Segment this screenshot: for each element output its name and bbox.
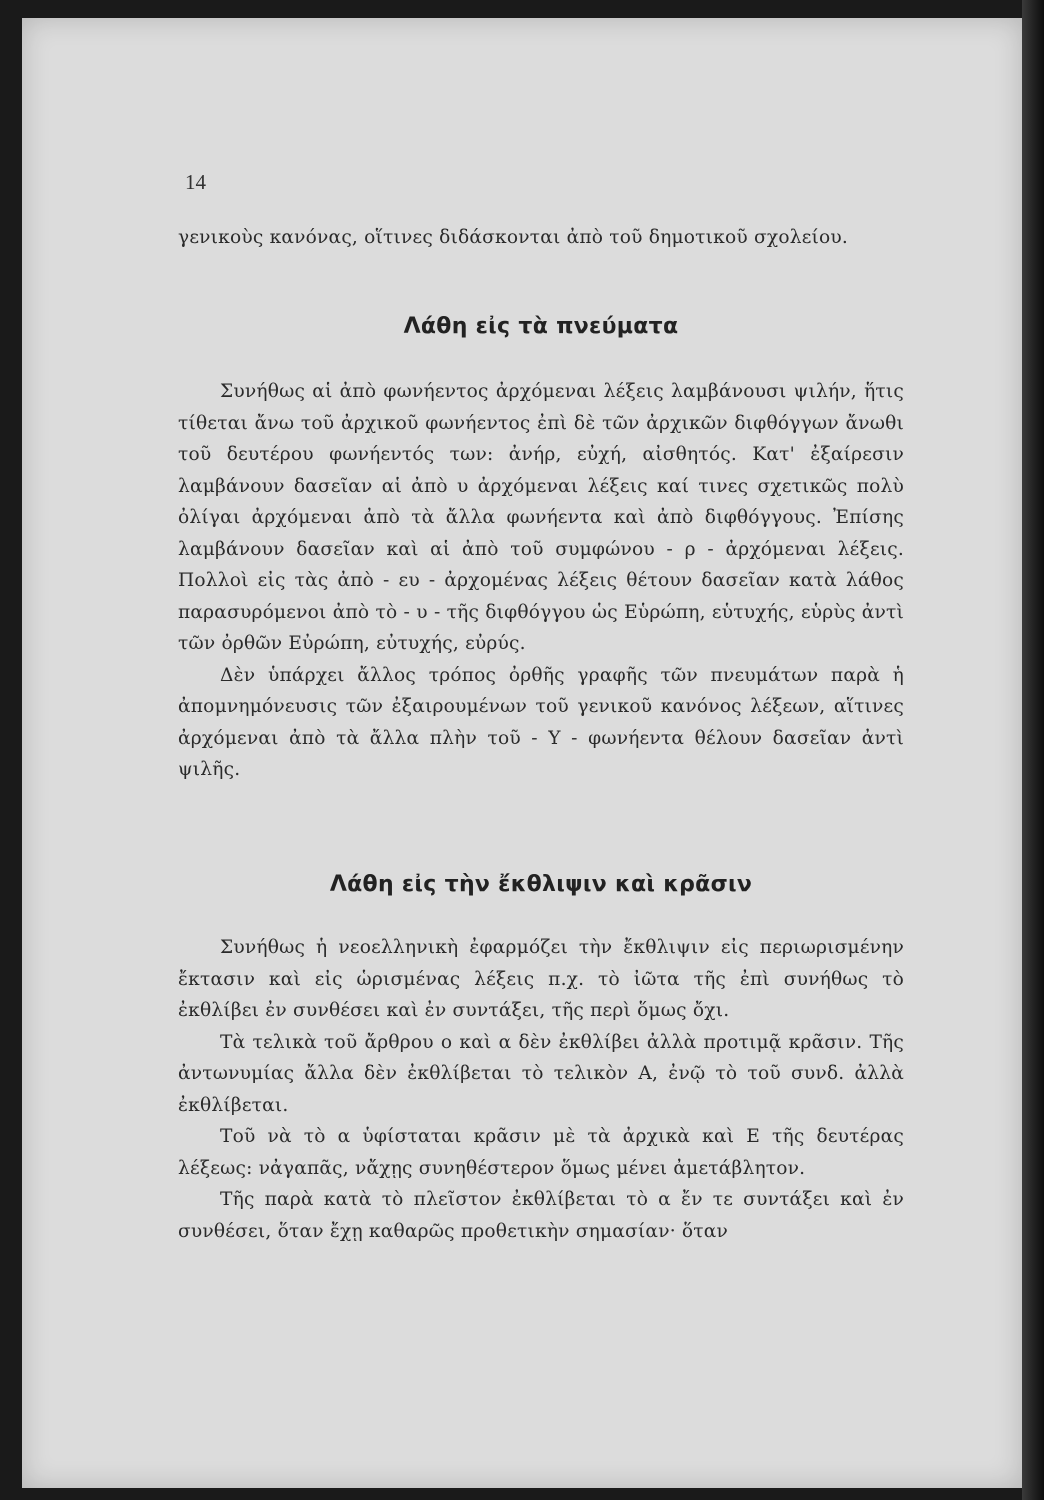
paragraph-ekthlipsis-general: Συνήθως ἡ νεοελληνικὴ ἐφαρμόζει τὴν ἔκθλιψιν εἰς περιωρισμένην ἔκτασιν καὶ εἰς ὡρισμένας λέξεις π.χ. τὸ ἰῶτα τῆς ἐπὶ συνήθως τὸ ἐκθλίβει ἐν συνθέσει καὶ ἐν συντάξει, τῆς περὶ ὅμως ὄχι. — [178, 937, 904, 1021]
paragraph-ekthlipsis-para: Τῆς παρὰ κατὰ τὸ πλεῖστον ἐκθλίβεται τὸ α ἔν τε συντάξει καὶ ἐν συνθέσει, ὅταν ἔχῃ καθαρῶς προθετικὴν σημασίαν· ὅταν — [178, 1189, 904, 1242]
section-heading-ekthlipsis: Λάθη εἰς τὴν ἔκθλιψιν καὶ κρᾶσιν — [329, 872, 753, 897]
paragraph-pneumata-rules: Συνήθως αἱ ἀπὸ φωνήεντος ἀρχόμεναι λέξεις λαμβάνουσι ψιλήν, ἥτις τίθεται ἄνω τοῦ ἀρχικοῦ φωνήεντος ἐπὶ δὲ τῶν ἀρχικῶν διφθόγγων ἄνωθι τοῦ δευτέρου φωνήεντός των: ἀνήρ, εὐχή, αἰσθητός. Κατ' ἐξαίρεσιν λαμβάνουν δασεῖαν αἱ ἀπὸ υ ἀρχόμεναι λέξεις καί τινες σχετικῶς πολὺ ὀλίγαι ἀρχόμεναι ἀπὸ τὰ ἄλλα φωνήεντα καὶ ἀπὸ διφθόγγους. Ἐπίσης λαμβάνουν δασεῖαν καὶ αἱ ἀπὸ τοῦ συμφώνου - ρ - ἀρχόμεναι λέξεις. Πολλοὶ εἰς τὰς ἀπὸ - ευ - ἀρχομένας λέξεις θέτουν δασεῖαν κατὰ λάθος παρασυρόμενοι ἀπὸ τὸ - υ - τῆς διφθόγγου ὡς Εὑρώπη, εὑτυχής, εὑρὺς ἀντὶ τῶν ὀρθῶν Εὐρώπη, εὐτυχής, εὐρύς. — [178, 381, 904, 654]
section-heading-block-1 — [178, 314, 904, 339]
scan-border — [1022, 0, 1044, 1500]
paragraph-krasis-na: Τοῦ νὰ τὸ α ὑφίσταται κρᾶσιν μὲ τὰ ἀρχικὰ καὶ Ε τῆς δευτέρας λέξεως: νἀγαπᾶς, νἄχῃς συνηθέστερον ὅμως μένει ἀμετάβλητον. — [178, 1126, 904, 1179]
paragraph-ekthlipsis-article: Τὰ τελικὰ τοῦ ἄρθρου ο καὶ α δὲν ἐκθλίβει ἀλλὰ προτιμᾷ κρᾶσιν. Τῆς ἀντωνυμίας ἄλλα δὲν ἐκθλίβεται τὸ τελικὸν Α, ἐνῷ τὸ τοῦ συνδ. ἀλλὰ ἐκθλίβεται. — [178, 1031, 904, 1116]
intro-paragraph: γενικοὺς κανόνας, οἵτινες διδάσκονται ἀπὸ τοῦ δημοτικοῦ σχολείου. — [178, 227, 849, 248]
section-heading-block-2 — [178, 872, 904, 897]
section-body-2 — [178, 932, 904, 1247]
intro-text-block — [178, 222, 904, 254]
section-heading-pneumata: Λάθη εἰς τὰ πνεύματα — [403, 314, 679, 339]
page-number: 14 — [185, 170, 206, 194]
section-body-1 — [178, 376, 904, 786]
paragraph-pneumata-memorization: Δὲν ὑπάρχει ἄλλος τρόπος ὀρθῆς γραφῆς τῶν πνευμάτων παρὰ ἡ ἀπομνημόνευσις τῶν ἐξαιρουμένων τοῦ γενικοῦ κανόνος λέξεων, αἵτινες ἀρχόμεναι ἀπὸ τὰ ἄλλα πλὴν τοῦ - Υ - φωνήεντα θέλουν δασεῖαν ἀντὶ ψιλῆς. — [178, 664, 904, 780]
